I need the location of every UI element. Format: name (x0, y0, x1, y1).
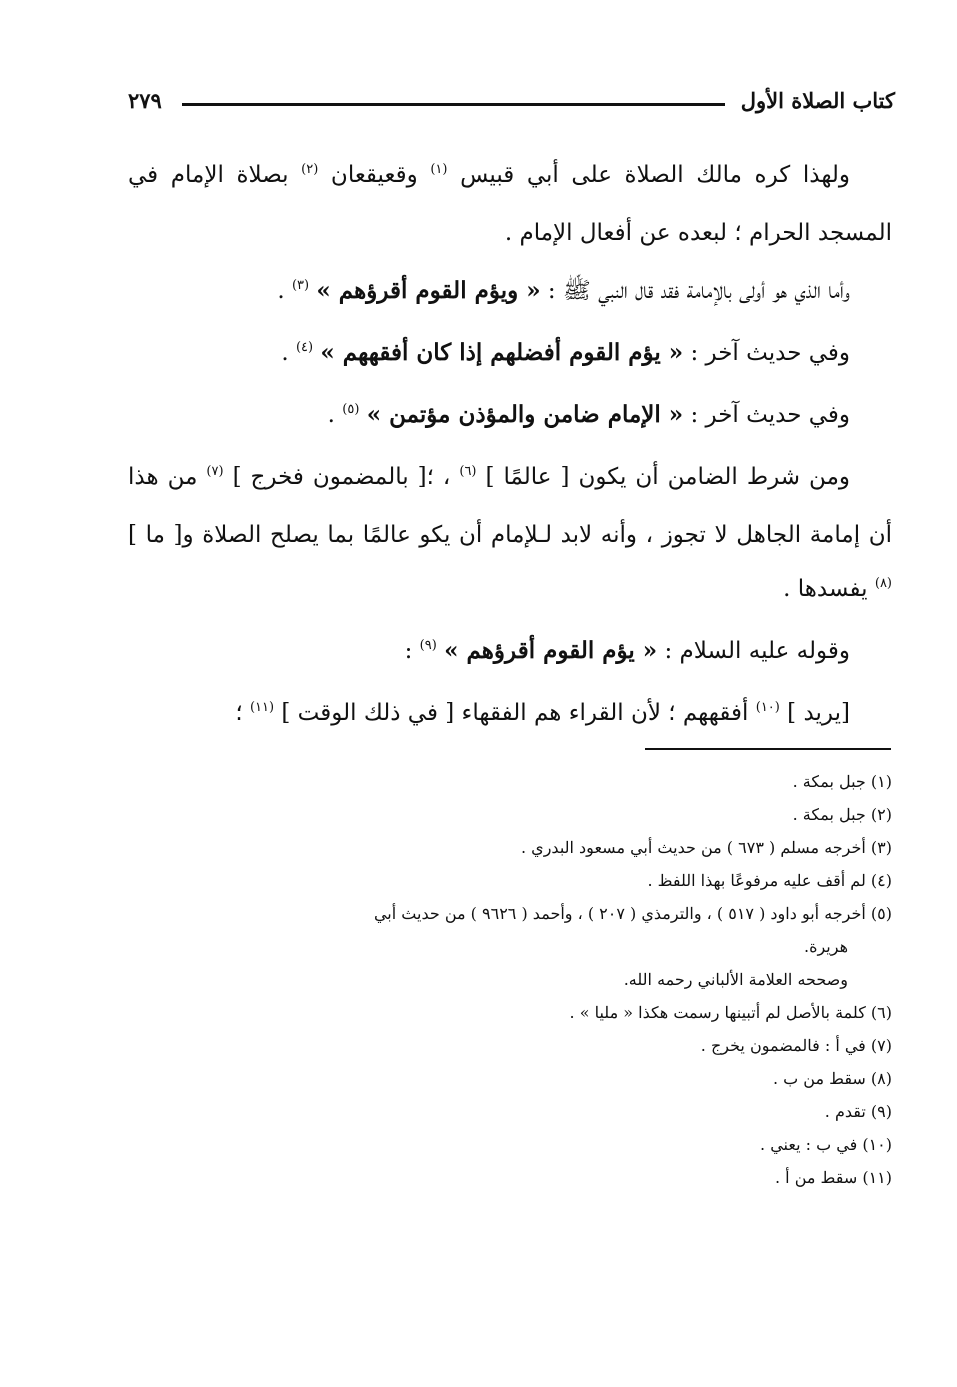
footnote-2: (٢) جبل بمكة . (792, 805, 892, 824)
running-header (120, 88, 895, 122)
paragraph-1 (128, 148, 892, 260)
footnote-8: (٨) سقط من ب . (772, 1069, 892, 1088)
paragraph-6 (128, 624, 892, 682)
footnote-ref-11[interactable]: (١١) (249, 700, 275, 715)
p7-text-b: أفقههم ؛ لأن القراء هم الفقهاء [ في ذلك الوقت ] (281, 700, 749, 726)
paragraph-7 (128, 686, 892, 744)
main-text (128, 148, 892, 744)
p5-text-a: ومن شرط الضامن أن يكون [ عالمًا ] (485, 464, 850, 490)
footnote-divider (645, 748, 891, 750)
footnote-11: (١١) سقط من أ . (775, 1168, 892, 1187)
p7-text-c: ؛ (235, 700, 243, 726)
paragraph-3 (128, 326, 892, 384)
p6-text-b: : (404, 638, 413, 664)
p3-text-a: وفي حديث آخر : (690, 340, 850, 366)
p2-text-a: وأما الذي هو أولى بالإمامة فقد قال النبي ﷺ : (547, 278, 850, 304)
p2-text-b: . (277, 278, 285, 304)
footnote-5-extra: وصححه العلامة الألباني رحمه الله. (623, 970, 848, 989)
paragraph-2 (128, 264, 892, 322)
paragraph-4 (128, 388, 892, 446)
p6-text-a: وقوله عليه السلام : (664, 638, 850, 664)
hadith-quote-4: « يؤم القوم أقرؤهم » (444, 637, 658, 664)
footnote-ref-4[interactable]: (٤) (295, 340, 314, 355)
footnote-9: (٩) تقدم . (824, 1102, 892, 1121)
footnote-6: (٦) كلمة بالأصل لم أتبينها رسمت هكذا « مليا » . (569, 1003, 892, 1022)
footnote-ref-8[interactable]: (٨) (874, 576, 892, 591)
p7-text-a: [يريد ] (787, 700, 850, 726)
p4-text-a: وفي حديث آخر : (690, 402, 850, 428)
footnote-ref-10[interactable]: (١٠) (755, 700, 780, 715)
footnote-5-continuation: هريرة. (803, 937, 848, 956)
footnote-ref-2[interactable]: (٢) (301, 162, 319, 177)
footnote-ref-5[interactable]: (٥) (342, 402, 360, 417)
footnote-7: (٧) في أ : فالمضمون يخرج . (700, 1036, 892, 1055)
p3-text-b: . (281, 340, 289, 366)
footnote-ref-3[interactable]: (٣) (291, 278, 310, 293)
footnote-ref-1[interactable]: (١) (430, 162, 448, 177)
footnotes (125, 765, 892, 1194)
p5-text-d: يفسدها . (783, 576, 868, 602)
footnote-ref-7[interactable]: (٧) (206, 464, 224, 479)
p4-text-b: . (327, 402, 335, 428)
footnote-5: (٥) أخرجه أبو داود ( ٥١٧ ) ، والترمذي ( ٢٠٧ ) ، وأحمد ( ٩٦٢٦ ) من حديث أبي (373, 904, 892, 923)
header-rule (182, 103, 725, 106)
p1-text-a: ولهذا كره مالك الصلاة على أبي قبيس (460, 162, 851, 188)
hadith-quote-3: « الإمام ضامن والمؤذن مؤتمن » (366, 401, 684, 428)
footnote-ref-9[interactable]: (٩) (419, 638, 437, 653)
chapter-title: كتاب الصلاة الأول (740, 88, 895, 113)
paragraph-5 (128, 450, 892, 620)
footnote-4: (٤) لم أقف عليه مرفوعًا بهذا اللفظ . (647, 871, 892, 890)
hadith-quote-2: « يؤم القوم أفضلهم إذا كان أفقههم » (320, 339, 684, 366)
p1-text-b: وقعيقعان (330, 162, 418, 188)
page-number: ٢٧٩ (128, 88, 162, 113)
hadith-quote-1: « ويؤم القوم أقرؤهم » (316, 277, 541, 304)
p5-text-b: ، ؛[ بالمضمون فخرج ] (232, 464, 451, 490)
footnote-10: (١٠) في ب : يعني . (760, 1135, 892, 1154)
p5-text-c: من هذا أن إمامة الجاهل لا تجوز ، وأنه لابد لـلإمام أن يكو عالمًا بما يصلح الصلاة و[ ما ] (128, 464, 892, 548)
p1-text-c: بصلاة الإمام في المسجد الحرام ؛ لبعده عن أفعال الإمام . (128, 162, 892, 246)
footnote-ref-6[interactable]: (٦) (459, 464, 477, 479)
footnote-3: (٣) أخرجه مسلم ( ٦٧٣ ) من حديث أبي مسعود البدري . (521, 838, 892, 857)
footnote-1: (١) جبل بمكة . (792, 772, 892, 791)
